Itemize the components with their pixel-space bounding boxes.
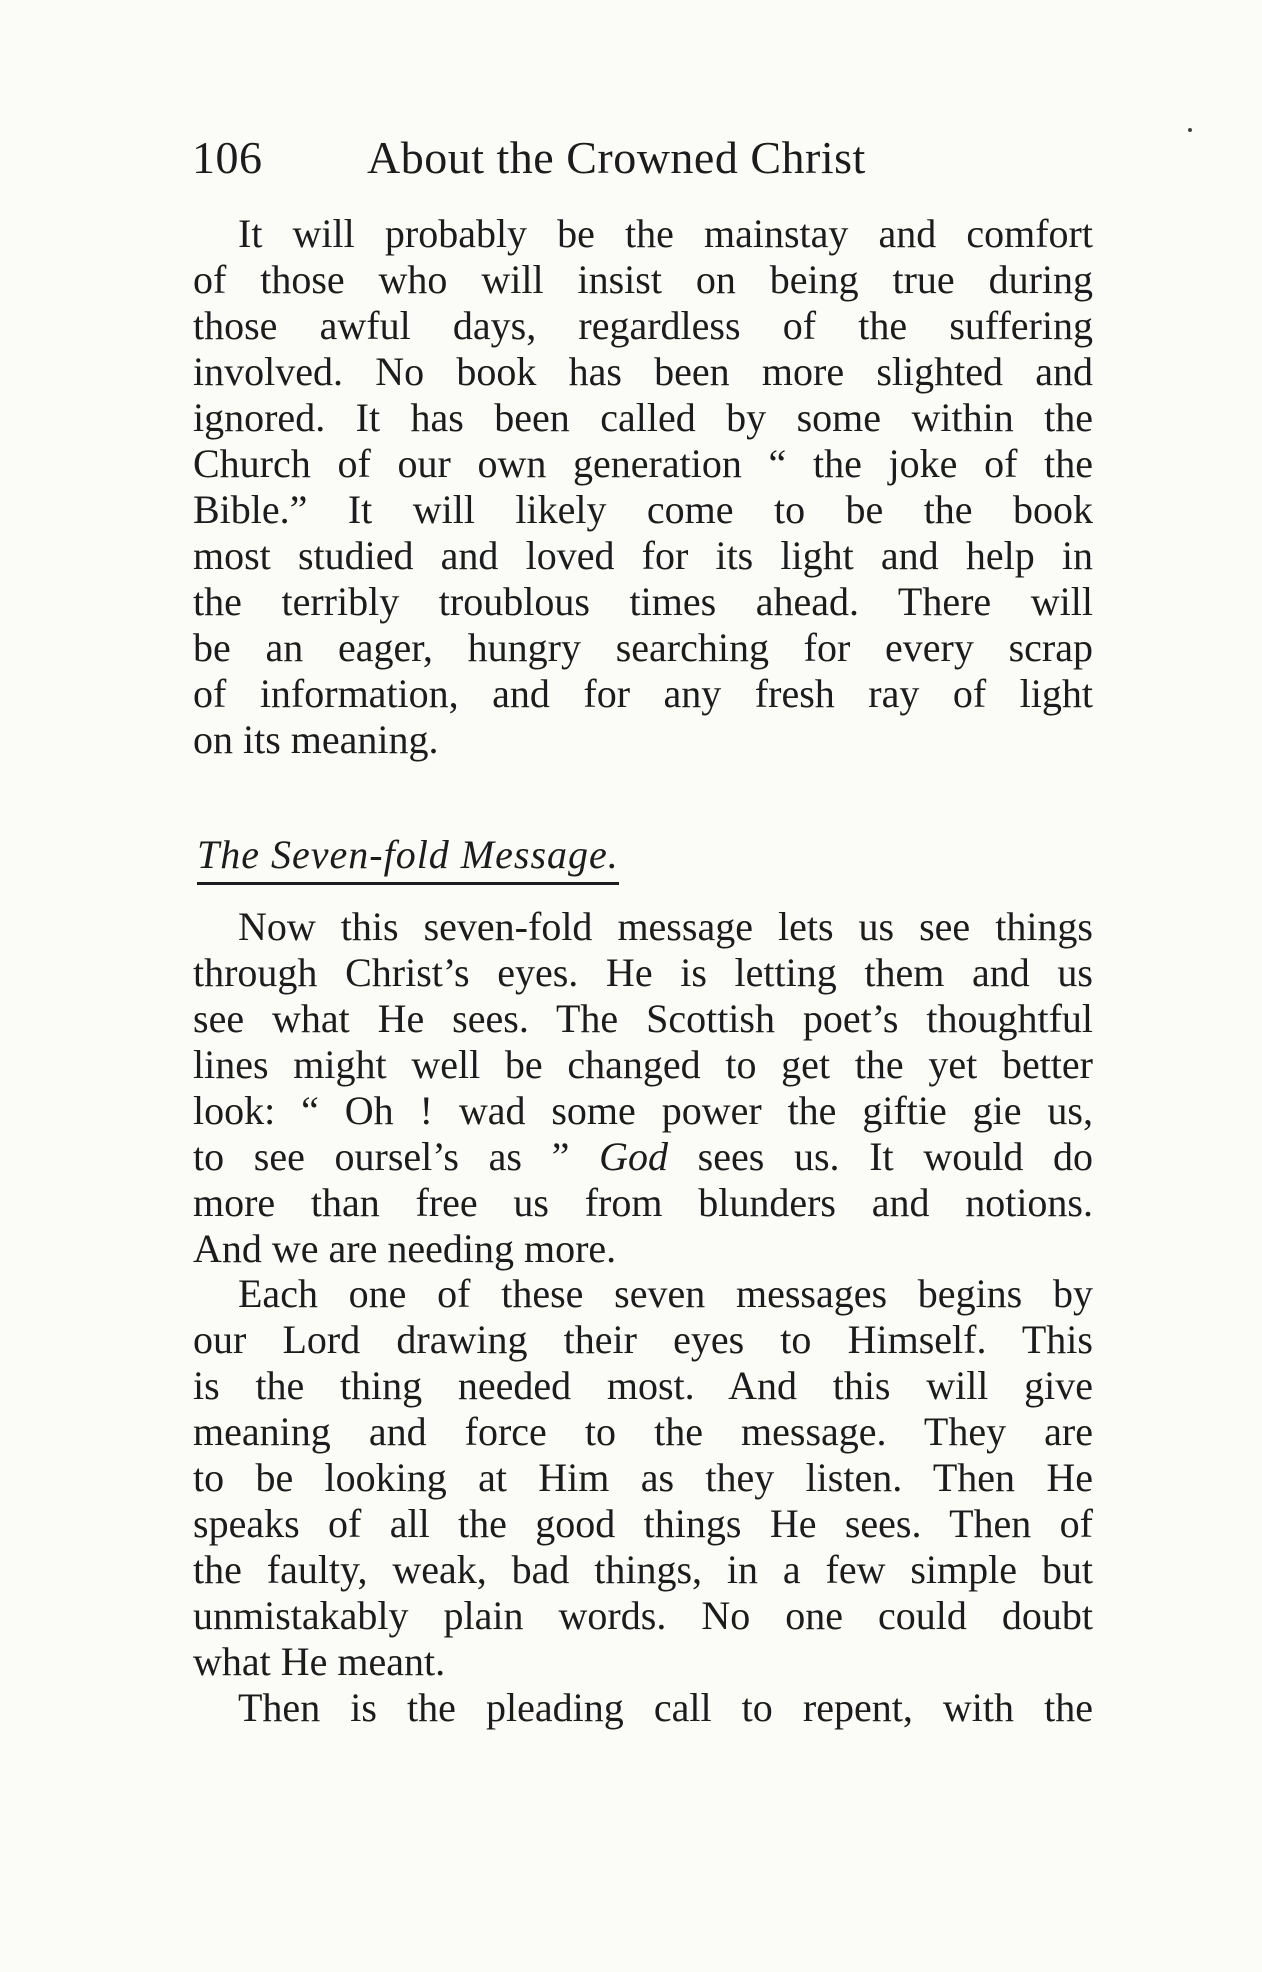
paragraph-line: the terribly troublous times ahead. There will (193, 579, 1093, 624)
paragraph-line: It will probably be the mainstay and comfort (238, 211, 1093, 256)
paragraph-line: Each one of these seven messages begins by (238, 1271, 1093, 1316)
page-number: 106 (192, 132, 263, 183)
paragraph-line: Church of our own generation “ the joke of the (193, 441, 1093, 486)
paragraph-line: ignored. It has been called by some within the (193, 395, 1093, 440)
paragraph-line: those awful days, regardless of the suffering (193, 303, 1093, 348)
paragraph-line: of information, and for any fresh ray of light (193, 671, 1093, 716)
book-title: About the Crowned Christ (367, 132, 866, 183)
paragraph-2 (193, 904, 1093, 1272)
paragraph-line (193, 1134, 1093, 1180)
paragraph-line: Then is the pleading call to repent, with the (238, 1685, 1093, 1730)
line-text: to see oursel’s as ” (193, 1134, 600, 1179)
paragraph-line: involved. No book has been more slighted and (193, 349, 1093, 394)
paragraph-line: on its meaning. (193, 717, 439, 762)
paragraph-line: through Christ’s eyes. He is letting them and us (193, 950, 1093, 995)
paper-speck (1188, 128, 1192, 132)
paragraph-line: most studied and loved for its light and help in (193, 533, 1093, 578)
paragraph-line: Now this seven-fold message lets us see things (238, 904, 1093, 949)
paragraph-line: meaning and force to the message. They are (193, 1409, 1093, 1454)
paragraph-line: And we are needing more. (193, 1226, 617, 1271)
italic-word: God (599, 1134, 668, 1179)
paragraph-3 (193, 1271, 1093, 1685)
paragraph-line: see what He sees. The Scottish poet’s thoughtful (193, 996, 1093, 1041)
paragraph-line: of those who will insist on being true during (193, 257, 1093, 302)
paragraph-line: unmistakably plain words. No one could doubt (193, 1593, 1093, 1638)
paragraph-line: our Lord drawing their eyes to Himself. This (193, 1317, 1093, 1362)
paragraph-line: is the thing needed most. And this will give (193, 1363, 1093, 1408)
paragraph-line: the faulty, weak, bad things, in a few simple but (193, 1547, 1093, 1592)
running-head (192, 128, 992, 188)
paragraph-4 (193, 1685, 1093, 1731)
paragraph-line: be an eager, hungry searching for every scrap (193, 625, 1093, 670)
paragraph-line: more than free us from blunders and notions. (193, 1180, 1093, 1225)
paragraph-line: speaks of all the good things He sees. Then of (193, 1501, 1093, 1546)
line-text: sees us. It would do (667, 1134, 1093, 1179)
paragraph-line: Bible.” It will likely come to be the book (193, 487, 1093, 532)
paragraph-line: to be looking at Him as they listen. Then He (193, 1455, 1093, 1500)
paragraph-line: what He meant. (193, 1639, 446, 1684)
paragraph-line: lines might well be changed to get the yet better (193, 1042, 1093, 1087)
paragraph-line: look: “ Oh ! wad some power the giftie gie us, (193, 1088, 1093, 1133)
paragraph-1 (193, 211, 1093, 763)
section-heading: The Seven-fold Message. (197, 830, 619, 885)
